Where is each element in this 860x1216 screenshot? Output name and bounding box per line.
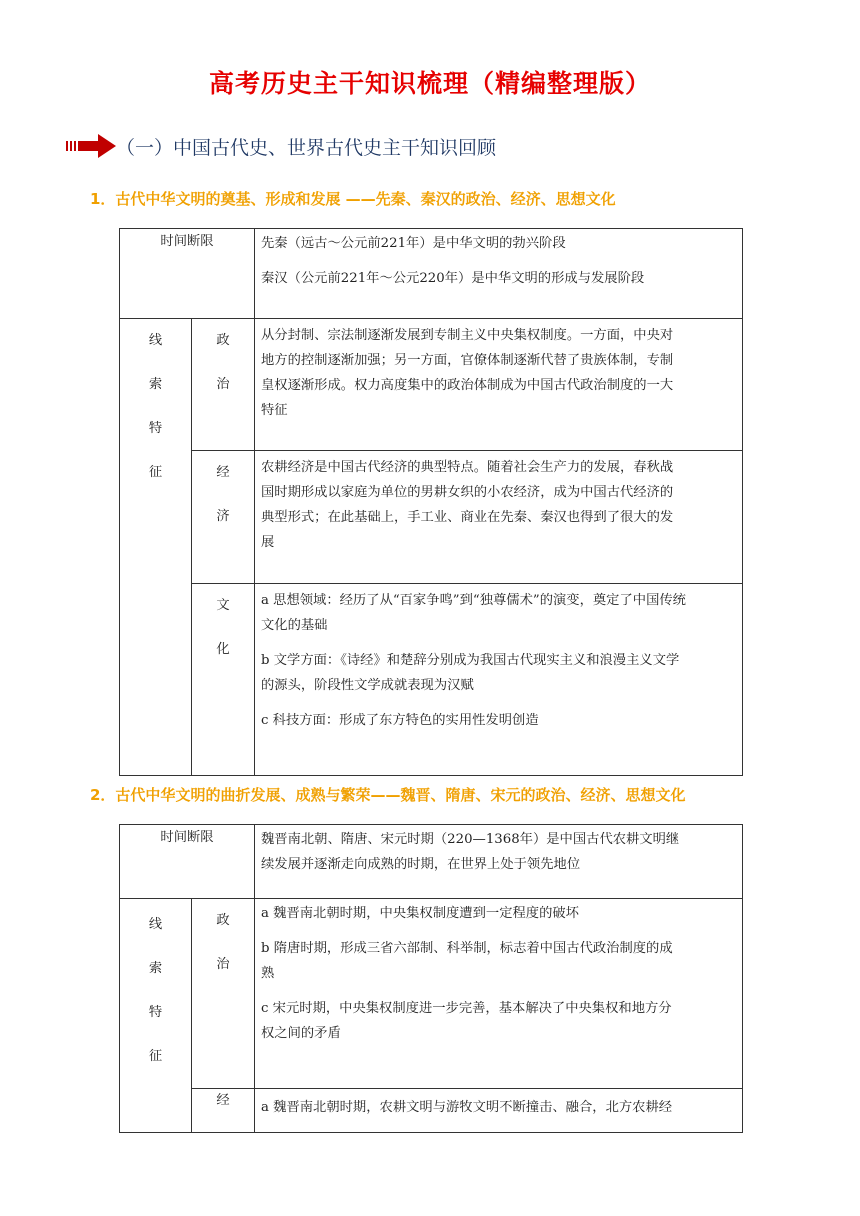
category-char: 经 <box>216 1093 230 1108</box>
content-line: 文化的基础 <box>261 618 328 633</box>
politics-content-cell <box>255 899 743 1089</box>
red-arrow-icon <box>66 131 118 161</box>
part2-table <box>119 824 743 1133</box>
document-title: 高考历史主干知识梳理（精编整理版） <box>208 69 651 98</box>
section-title: （一）中国古代史、世界古代史主干知识回顾 <box>116 136 497 159</box>
table-row <box>120 451 743 584</box>
culture-label-cell <box>192 584 255 776</box>
category-char: 经 <box>216 465 230 480</box>
clue-char: 线 <box>148 917 163 932</box>
table-row <box>120 1089 743 1133</box>
table-row <box>120 319 743 451</box>
clue-label-cell <box>120 319 192 776</box>
category-char: 济 <box>216 509 230 524</box>
content-line: 展 <box>261 535 275 550</box>
table-row <box>120 825 743 899</box>
clue-char: 索 <box>148 377 163 392</box>
politics-label-cell <box>192 319 255 451</box>
time-line: 先秦（远古～公元前221年）是中华文明的勃兴阶段 <box>261 236 566 251</box>
time-line: 续发展并逐渐走向成熟的时期，在世界上处于领先地位 <box>261 857 581 872</box>
time-label-cell: 时间断限 <box>120 229 255 319</box>
content-line: a 魏晋南北朝时期，中央集权制度遭到一定程度的破坏 <box>261 906 579 921</box>
clue-char: 索 <box>148 961 163 976</box>
clue-char: 征 <box>148 1049 163 1064</box>
content-line: 典型形式；在此基础上，手工业、商业在先秦、秦汉也得到了很大的发 <box>261 510 674 525</box>
content-line: 皇权逐渐形成。权力高度集中的政治体制成为中国古代政治制度的一大 <box>261 378 674 393</box>
clue-char: 特 <box>148 421 163 436</box>
category-char: 政 <box>216 333 230 348</box>
content-line: a 思想领域：经历了从“百家争鸣”到“独尊儒术”的演变，奠定了中国传统 <box>261 593 686 608</box>
economy-content-cell <box>255 451 743 584</box>
category-char: 治 <box>216 377 230 392</box>
part1-heading: 1．古代中华文明的奠基、形成和发展 ——先秦、秦汉的政治、经济、思想文化 <box>90 190 616 208</box>
content-line: a 魏晋南北朝时期，农耕文明与游牧文明不断撞击、融合，北方农耕经 <box>261 1100 673 1115</box>
category-char: 化 <box>216 642 230 657</box>
content-line: 国时期形成以家庭为单位的男耕女织的小农经济，成为中国古代经济的 <box>261 485 674 500</box>
table-row <box>120 229 743 319</box>
part2-heading: 2．古代中华文明的曲折发展、成熟与繁荣——魏晋、隋唐、宋元的政治、经济、思想文化 <box>90 786 686 804</box>
content-line: 的源头，阶段性文学成就表现为汉赋 <box>261 678 474 693</box>
content-line: b 隋唐时期，形成三省六部制、科举制，标志着中国古代政治制度的成 <box>261 941 673 956</box>
clue-char: 征 <box>148 465 163 480</box>
content-line: 熟 <box>261 966 275 981</box>
culture-content-cell <box>255 584 743 776</box>
content-line: 农耕经济是中国古代经济的典型特点。随着社会生产力的发展，春秋战 <box>261 460 674 475</box>
politics-label-cell <box>192 899 255 1089</box>
politics-content-cell <box>255 319 743 451</box>
content-line: 地方的控制逐渐加强；另一方面，官僚体制逐渐代替了贵族体制，专制 <box>261 353 674 368</box>
time-label-cell: 时间断限 <box>120 825 255 899</box>
time-content-cell <box>255 825 743 899</box>
time-content-cell <box>255 229 743 319</box>
content-line: b 文学方面：《诗经》和楚辞分别成为我国古代现实主义和浪漫主义文学 <box>261 653 680 668</box>
content-line: c 宋元时期，中央集权制度进一步完善，基本解决了中央集权和地方分 <box>261 1001 672 1016</box>
economy-label-cell <box>192 451 255 584</box>
content-line: 从分封制、宗法制逐渐发展到专制主义中央集权制度。一方面，中央对 <box>261 328 674 343</box>
section-heading <box>66 131 496 161</box>
content-line: 特征 <box>261 403 288 418</box>
time-line: 魏晋南北朝、隋唐、宋元时期（220—1368年）是中国古代农耕文明继 <box>261 832 680 847</box>
content-line: c 科技方面：形成了东方特色的实用性发明创造 <box>261 713 539 728</box>
clue-char: 特 <box>148 1005 163 1020</box>
economy-content-cell <box>255 1089 743 1133</box>
part1-table <box>119 228 743 776</box>
clue-char: 线 <box>148 333 163 348</box>
economy-label-cell <box>192 1089 255 1133</box>
content-line: 权之间的矛盾 <box>261 1026 341 1041</box>
category-char: 治 <box>216 957 230 972</box>
category-char: 政 <box>216 913 230 928</box>
table-row <box>120 584 743 776</box>
category-char: 文 <box>216 598 230 613</box>
clue-label-cell <box>120 899 192 1133</box>
table-row <box>120 899 743 1089</box>
time-line: 秦汉（公元前221年～公元220年）是中华文明的形成与发展阶段 <box>261 271 645 286</box>
